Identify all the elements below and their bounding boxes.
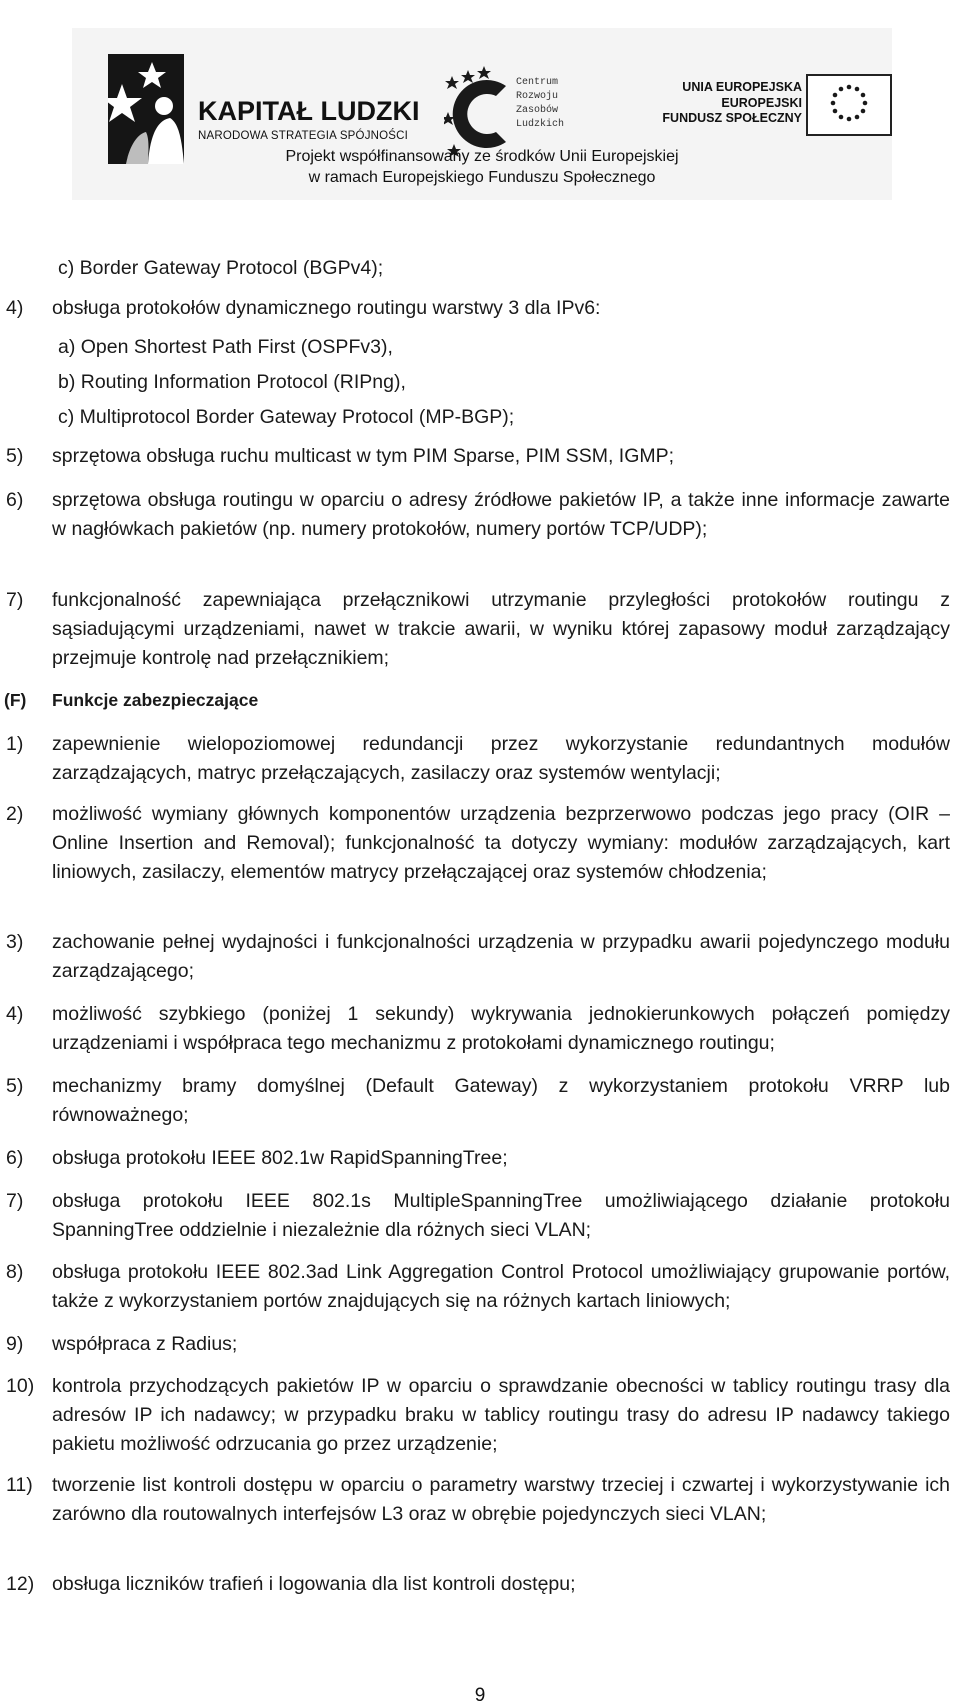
list-item-text: mechanizmy bramy domyślnej (Default Gateway) z wykorzystaniem protokołu VRRP lub równoważnego; [52,1075,950,1126]
list-item-text: sprzętowa obsługa routingu w oparciu o adresy źródłowe pakietów IP, a także inne informacje zawarte w nagłówkach pakietów (np. numery protokołów, numery portów TCP/UDP); [52,489,950,540]
cofinancing-note-line2: w ramach Europejskiego Funduszu Społecznego [308,169,656,186]
list-item-number: 4) [6,1003,24,1025]
list-item-text: kontrola przychodzących pakietów IP w oparciu o sprawdzanie obecności w tablicy routingu trasy dla adresów IP ich nadawcy; w przypadku braku w tablicy routingu trasy do adresu IP nadawcy takiego pakietu możliwość odrzucania go przez urządzenie; [52,1375,950,1455]
list-item-number: 1) [6,733,24,755]
list-item-text: tworzenie list kontroli dostępu w oparciu o parametry warstwy trzeciej i czwartej i wykorzystywanie ich zarówno dla routowalnych interfejsów L3 oraz w obrębie pojedynczych sieci VLAN; [52,1474,950,1525]
list-item-number: 6) [6,1147,24,1169]
eu-flag-icon [806,74,892,136]
cofinancing-note-line1: Projekt współfinansowany ze środków Unii Europejskiej [285,148,679,165]
list-item-number: 3) [6,931,24,953]
list-item-number: 2) [6,803,24,825]
list-item-text: możliwość wymiany głównych komponentów urządzenia bezprzerwowo podczas jego pracy (OIR – Online Insertion and Removal); funkcjonalność ta dotyczy wymiany: modułów zarządzających, kart liniowych, zasilaczy, elementów matrycy przełączającej oraz systemów chłodzenia; [52,803,950,883]
section-title: Funkcje zabezpieczające [52,690,259,710]
list-item-number: 8) [6,1261,24,1283]
list-item-number: 10) [6,1375,35,1397]
crzl-text: Centrum Rozwoju Zasobów Ludzkich [516,77,565,130]
cofinancing-note [72,146,892,188]
kapital-ludzki-title: KAPITAŁ LUDZKI [198,96,420,126]
list-item-text: obsługa protokołu IEEE 802.3ad Link Aggregation Control Protocol umożliwiający grupowanie portów, także z wykorzystaniem portów znajdujących się na różnych kartach liniowych; [52,1261,950,1312]
list-item-text: obsługa protokołu IEEE 802.1w RapidSpanningTree; [52,1147,508,1169]
list-item-text: współpraca z Radius; [52,1333,238,1355]
list-item-number: 5) [6,445,24,467]
list-item-number: 11) [6,1474,33,1496]
list-subitem-text: a) Open Shortest Path First (OSPFv3), [58,336,393,358]
section-label: (F) [4,690,27,710]
list-item-text: obsługa liczników trafień i logowania dla list kontroli dostępu; [52,1573,576,1595]
list-item-text: obsługa protokołów dynamicznego routingu warstwy 3 dla IPv6: [52,297,601,319]
list-item-text: możliwość szybkiego (poniżej 1 sekundy) wykrywania jednokierunkowych połączeń pomiędzy urządzeniami i współpraca tego mechanizmu z protokołami dynamicznego routingu; [52,1003,950,1054]
page-number: 9 [474,1685,486,1706]
list-item-text: zachowanie pełnej wydajności i funkcjonalności urządzenia w przypadku awarii pojedynczego modułu zarządzającego; [52,931,950,982]
list-item-number: 7) [6,589,24,611]
list-item-number: 7) [6,1190,24,1212]
list-subitem-text: b) Routing Information Protocol (RIPng), [58,371,406,393]
kapital-ludzki-subtitle: NARODOWA STRATEGIA SPÓJNOŚCI [198,130,409,142]
list-item-text: c) Border Gateway Protocol (BGPv4); [58,257,384,279]
list-item-text: funkcjonalność zapewniająca przełącznikowi utrzymanie przyległości protokołów routingu z sąsiadującymi urządzeniami, nawet w trakcie awarii, w wyniku której zapasowy moduł zarządzający przejmuje kontrolę nad przełącznikiem; [52,589,950,669]
list-item-text: sprzętowa obsługa ruchu multicast w tym PIM Sparse, PIM SSM, IGMP; [52,445,675,467]
list-item-number: 9) [6,1333,24,1355]
list-subitem-text: c) Multiprotocol Border Gateway Protocol (MP-BGP); [58,406,515,428]
list-item-number: 6) [6,489,24,511]
ue-text: UNIA EUROPEJSKA EUROPEJSKI FUNDUSZ SPOŁECZNY [662,80,802,125]
list-item-text: zapewnienie wielopoziomowej redundancji przez wykorzystanie redundantnych modułów zarządzających, matryc przełączających, zasilaczy oraz systemów wentylacji; [52,733,950,784]
list-item-number: 5) [6,1075,24,1097]
list-item-text: obsługa protokołu IEEE 802.1s MultipleSpanningTree umożliwiającego działanie protokołu SpanningTree oddzielnie i niezależnie dla różnych sieci VLAN; [52,1190,950,1241]
list-item-number: 12) [6,1573,35,1595]
list-item-number: 4) [6,297,24,319]
document-header [72,28,892,200]
